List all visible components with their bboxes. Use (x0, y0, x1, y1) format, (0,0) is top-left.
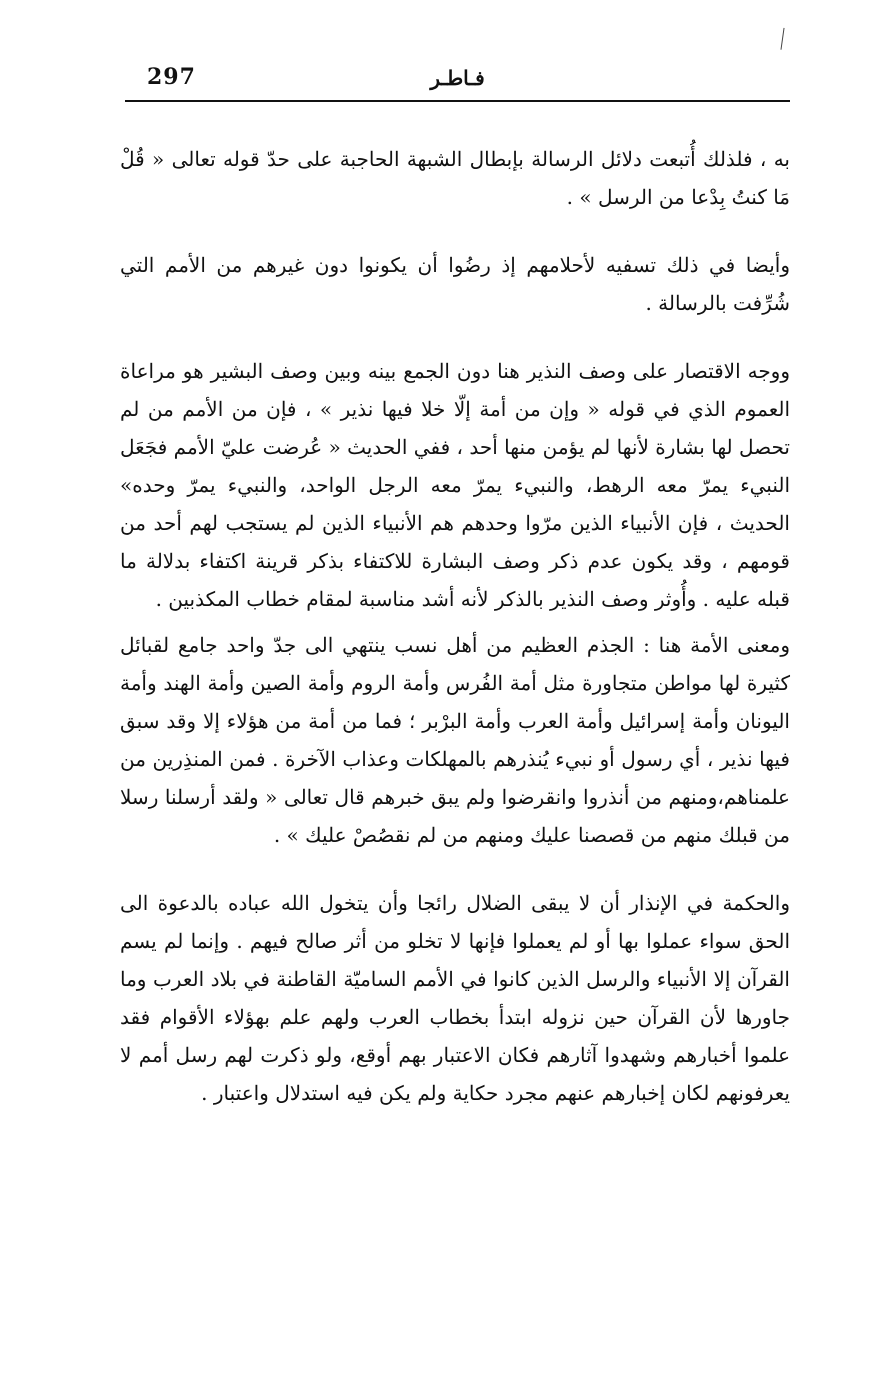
header-rule (125, 100, 790, 102)
paragraph-3: ووجه الاقتصار على وصف النذير هنا دون الجمع بينه وبين وصف البشير هو مراعاة العموم الذي في قوله « وإن من أمة إلّا خلا فيها نذير » ، فإن من الأمم من لم تحصل لها بشارة لأنها لم يؤمن منها أحد ، ففي الحديث « عُرضت عليّ الأمم فجَعَل النبيء يمرّ معه الرهط، والنبيء يمرّ معه الرجل الواحد، والنبيء يمرّ وحده» الحديث ، فإن الأنبياء الذين مرّوا وحدهم هم الأنبياء الذين لم يستجب لهم أحد من قومهم ، وقد يكون عدم ذكر وصف البشارة للاكتفاء بذكر قرينة اكتفاء بدلالة ما قبله عليه . وأُوثر وصف النذير بالذكر لأنه أشد مناسبة لمقام خطاب المكذبين . (120, 359, 790, 611)
paragraph-1: به ، فلذلك أُتبعت دلائل الرسالة بإبطال الشبهة الحاجبة على حدّ قوله تعالى « قُلْ مَا كنتُ بِدْعا من الرسل » . (120, 147, 790, 209)
surah-title: فـاطـر (430, 66, 485, 90)
paragraph-4: ومعنى الأمة هنا : الجذم العظيم من أهل نسب ينتهي الى جدّ واحد جامع لقبائل كثيرة لها مواطن متجاورة مثل أمة الفُرس وأمة الروم وأمة الصين وأمة الهند وأمة اليونان وأمة إسرائيل وأمة العرب وأمة البرْبر ؛ فما من أمة من هؤلاء إلا وقد سبق فيها نذير ، أي رسول أو نبيء يُنذرهم بالمهلكات وعذاب الآخرة . فمن المنذِرين من علمناهم،ومنهم من أنذروا وانقرضوا ولم يبق خبرهم قال تعالى « ولقد أرسلنا رسلا من قبلك منهم من قصصنا عليك ومنهم من لم نقصُصْ عليك » . (120, 633, 790, 847)
page-number: 297 (147, 64, 196, 90)
page-body (120, 140, 790, 1112)
stray-pen-mark (780, 28, 787, 50)
page-header (125, 58, 790, 102)
paragraph-2: وأيضا في ذلك تسفيه لأحلامهم إذ رضُوا أن يكونوا دون غيرهم من الأمم التي شُرِّفت بالرسالة . (120, 253, 790, 315)
paragraph-5: والحكمة في الإنذار أن لا يبقى الضلال رائجا وأن يتخول الله عباده بالدعوة الى الحق سواء عملوا بها أو لم يعملوا فإنها لا تخلو من أثر صالح فيهم . وإنما لم يسم القرآن إلا الأنبياء والرسل الذين كانوا في الأمم الساميّة القاطنة في بلاد العرب وما جاورها لأن القرآن حين نزوله ابتدأ بخطاب العرب ولهم علم بهؤلاء الأقوام فقد علموا أخبارهم وشهدوا آثارهم فكان الاعتبار بهم أوقع، ولو ذكرت لهم رسل أمم لا يعرفونهم لكان إخبارهم عنهم مجرد حكاية ولم يكن فيه استدلال واعتبار . (120, 891, 790, 1105)
